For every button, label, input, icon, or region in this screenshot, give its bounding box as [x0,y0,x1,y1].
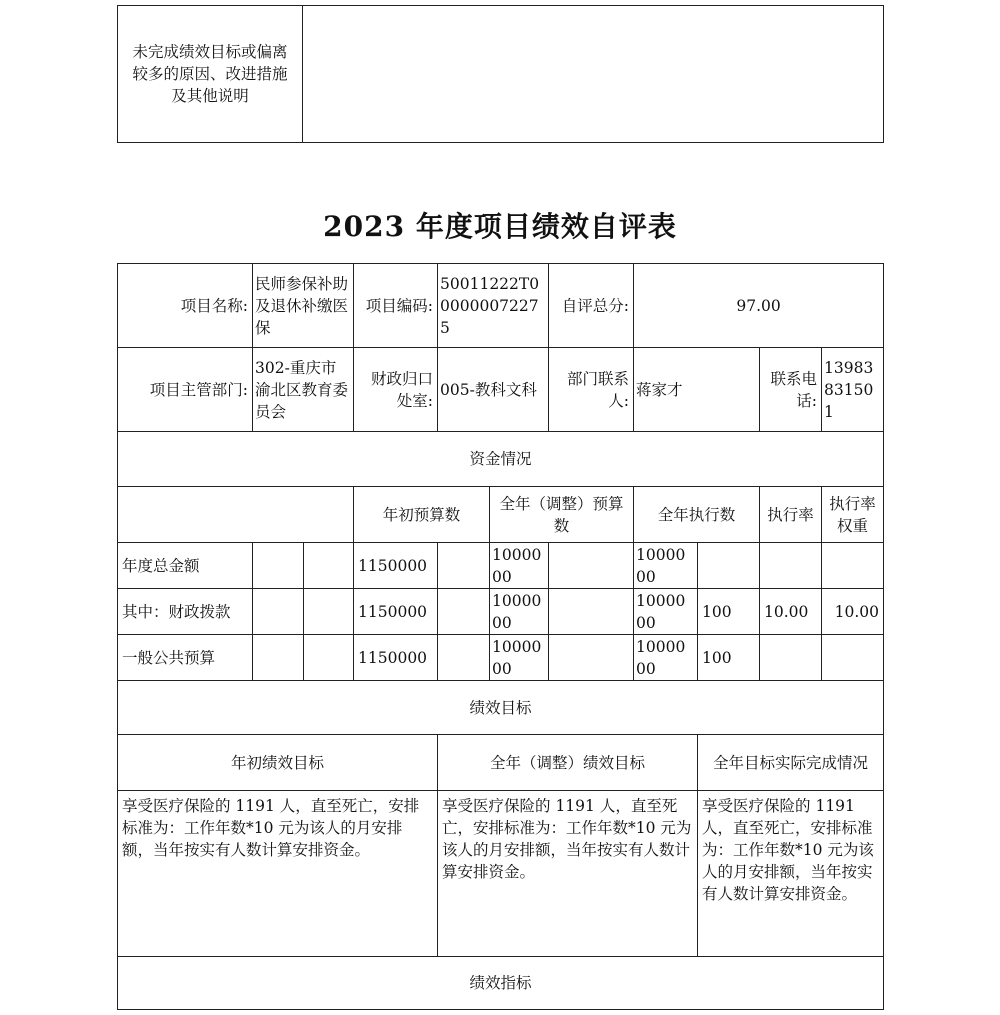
empty-cell [304,589,354,635]
fund-row-label: 一般公共预算 [118,635,253,681]
funds-section-title: 资金情况 [118,432,884,487]
header-initial-budget: 年初预算数 [354,487,490,543]
empty-cell [549,543,634,589]
empty-cell [438,589,490,635]
fund-rate: 100 [698,635,760,681]
dept-label: 项目主管部门: [118,348,253,432]
fund-row-label: 其中：财政拨款 [118,589,253,635]
project-code-label: 项目编码: [354,264,438,348]
phone-value: 13983831501 [822,348,884,432]
funds-header-blank [118,487,354,543]
fund-score [822,635,884,681]
header-actual-completion: 全年目标实际完成情况 [698,735,884,791]
page-title: 2023 年度项目绩效自评表 [323,210,677,243]
evaluation-table [117,263,884,1010]
contact-label: 部门联系人: [549,348,634,432]
fund-initial: 1150000 [354,543,438,589]
explanation-label: 未完成绩效目标或偏离较多的原因、改进措施及其他说明 [118,6,303,143]
finance-office-label: 财政归口处室: [354,348,438,432]
project-name-label: 项目名称: [118,264,253,348]
fund-weight [760,635,822,681]
self-score: 97.00 [634,264,884,348]
fund-initial: 1150000 [354,635,438,681]
empty-cell [438,635,490,681]
header-weight: 执行率权重 [822,487,884,543]
empty-cell [253,635,304,681]
empty-cell [304,543,354,589]
fund-score: 10.00 [822,589,884,635]
initial-goal-text: 享受医疗保险的 1191 人，直至死亡，安排标准为：工作年数*10 元为该人的月安排额，当年按实有人数计算安排资金。 [118,791,438,957]
supplementary-table [117,5,884,143]
header-rate: 执行率 [760,487,822,543]
empty-cell [549,589,634,635]
project-name: 民师参保补助及退休补缴医保 [253,264,354,348]
empty-cell [253,589,304,635]
fund-row-label: 年度总金额 [118,543,253,589]
dept-value: 302-重庆市渝北区教育委员会 [253,348,354,432]
finance-office-value: 005-教科文科 [438,348,549,432]
header-initial-goal: 年初绩效目标 [118,735,438,791]
phone-label: 联系电话: [760,348,822,432]
header-executed: 全年执行数 [634,487,760,543]
empty-cell [438,543,490,589]
project-code: 50011222T000000072275 [438,264,549,348]
fund-adjusted: 1000000 [490,543,549,589]
fund-rate: 100 [698,589,760,635]
fund-executed: 1000000 [634,635,698,681]
self-score-label: 自评总分: [549,264,634,348]
table-row [118,635,884,681]
explanation-value [303,6,884,143]
empty-cell [549,635,634,681]
fund-adjusted: 1000000 [490,589,549,635]
goals-section-title: 绩效目标 [118,681,884,735]
fund-initial: 1150000 [354,589,438,635]
fund-executed: 1000000 [634,589,698,635]
contact-value: 蒋家才 [634,348,760,432]
fund-weight [760,543,822,589]
header-adjusted-goal: 全年（调整）绩效目标 [438,735,698,791]
actual-completion-text: 享受医疗保险的 1191 人，直至死亡，安排标准为：工作年数*10 元为该人的月安排额，当年按实有人数计算安排资金。 [698,791,884,957]
fund-executed: 1000000 [634,543,698,589]
empty-cell [253,543,304,589]
fund-rate [698,543,760,589]
table-row [118,589,884,635]
empty-cell [304,635,354,681]
header-adjusted-budget: 全年（调整）预算数 [490,487,634,543]
fund-score [822,543,884,589]
fund-weight: 10.00 [760,589,822,635]
table-row [118,543,884,589]
fund-adjusted: 1000000 [490,635,549,681]
indicators-section-title: 绩效指标 [118,957,884,1010]
adjusted-goal-text: 享受医疗保险的 1191 人，直至死亡，安排标准为：工作年数*10 元为该人的月安排额，当年按实有人数计算安排资金。 [438,791,698,957]
